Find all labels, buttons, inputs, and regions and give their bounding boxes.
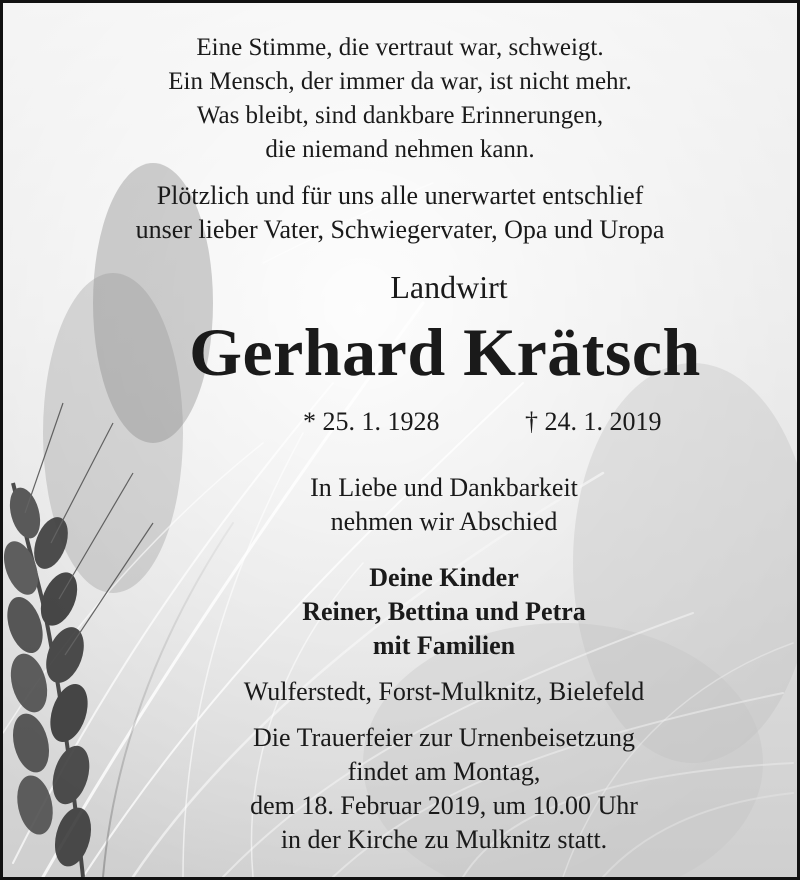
notice-text [3,3,797,877]
service-line: in der Kirche zu Mulknitz statt. [280,825,608,854]
life-dates [3,407,797,441]
announcement-line: unser lieber Vater, Schwiegervater, Opa und Uropa [135,215,665,244]
mourners-line: mit Familien [372,631,516,660]
birth-date: * 25. 1. 1928 [303,407,440,436]
places: Wulferstedt, Forst-Mulknitz, Bielefeld [243,677,645,706]
announcement-line: Plötzlich und für uns alle unerwartet entschlief [156,181,644,210]
farewell-line: nehmen wir Abschied [330,507,558,536]
verse-line: Eine Stimme, die vertraut war, schweigt. [196,34,604,61]
service-line: Die Trauerfeier zur Urnenbeisetzung [253,723,635,752]
verse-line: Was bleibt, sind dankbare Erinnerungen, [196,102,604,129]
service-line: findet am Montag, [347,757,541,786]
service-line: dem 18. Februar 2019, um 10.00 Uhr [250,791,638,820]
deceased-name: Gerhard Krätsch [189,314,701,390]
death-date: † 24. 1. 2019 [525,407,662,436]
verse-line: Ein Mensch, der immer da war, ist nicht mehr. [168,68,632,95]
mourners-line: Deine Kinder [369,563,519,592]
verse-line: die niemand nehmen kann. [265,136,535,163]
farewell-line: In Liebe und Dankbarkeit [310,473,578,502]
occupation: Landwirt [390,269,508,305]
mourners-line: Reiner, Bettina und Petra [302,597,586,626]
